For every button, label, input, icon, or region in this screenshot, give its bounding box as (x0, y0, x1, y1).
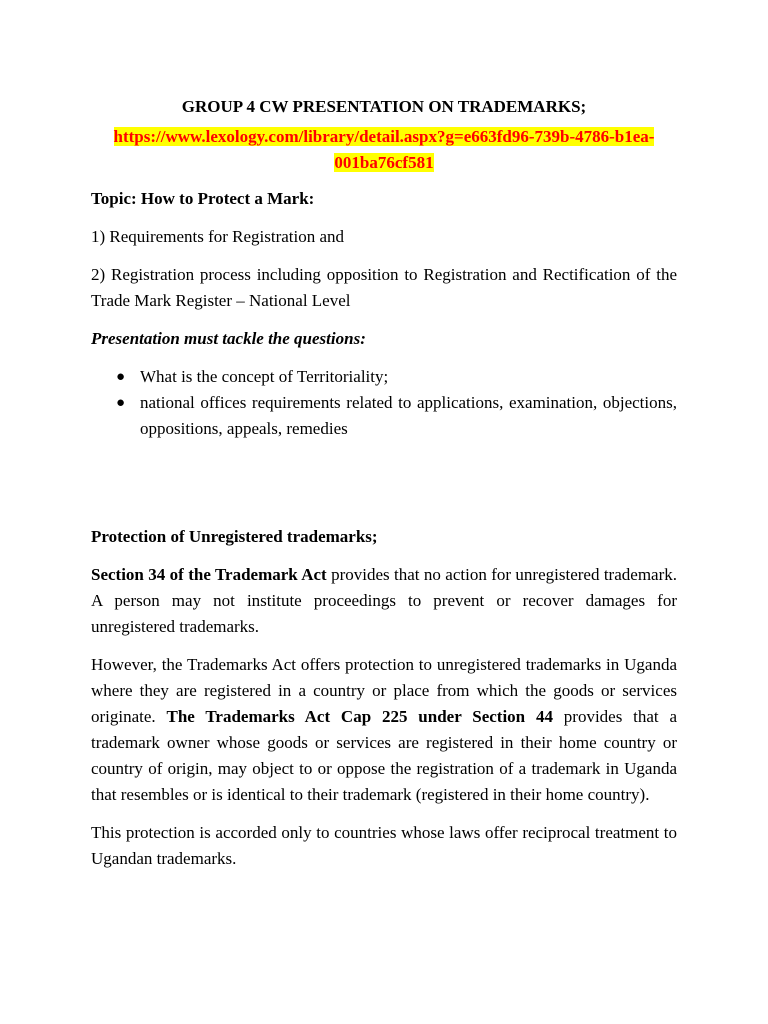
bullet-icon: ● (116, 369, 126, 385)
paragraph-section-34 (91, 562, 677, 640)
list-item-text: national offices requirements related to applications, examination, objections, oppositions, appeals, remedies (140, 393, 677, 438)
list-item (91, 364, 677, 390)
questions-heading: Presentation must tackle the questions: (91, 329, 366, 348)
blank-space (91, 454, 677, 524)
paragraph-bold-text: Section 34 of the Trademark Act (91, 565, 327, 584)
paragraph-text: provides that a trademark owner whose goods or services are registered in their home country or country of origin, may object to or oppose the registration of a trademark in Uganda that resembles or is identical to their trademark (registered in their home country). (91, 707, 678, 804)
topic-heading: Topic: How to Protect a Mark: (91, 189, 315, 208)
document-page (91, 94, 677, 884)
requirement-item-1: 1) Requirements for Registration and (91, 227, 345, 246)
requirement-item-2: 2) Registration process including opposition to Registration and Rectification of the Trade Mark Register – National Level (91, 265, 677, 310)
paragraph-text: provides that no action for unregistered trademark. A person may not institute proceedings to prevent or recover damages for unregistered trademarks. (91, 565, 677, 636)
document-title: GROUP 4 CW PRESENTATION ON TRADEMARKS; (181, 97, 587, 116)
reference-link-line (91, 124, 677, 176)
paragraph-bold-text: The Trademarks Act Cap 225 under Section 44 (166, 707, 553, 726)
list-item-text: What is the concept of Territoriality; (140, 367, 389, 386)
list-item (91, 390, 677, 442)
questions-list (91, 364, 677, 442)
bullet-icon: ● (116, 395, 126, 411)
paragraph-reciprocal: This protection is accorded only to countries whose laws offer reciprocal treatment to Ugandan trademarks. (91, 823, 677, 868)
section-heading: Protection of Unregistered trademarks; (91, 527, 378, 546)
paragraph-text: However, the Trademarks Act offers protection to unregistered trademarks in Uganda where they are registered in a country or place from which the goods or services originate. (91, 655, 677, 726)
reference-link[interactable]: https://www.lexology.com/library/detail.aspx?g=e663fd96-739b-4786-b1ea-001ba76cf581 (113, 127, 655, 172)
paragraph-protection (91, 652, 677, 808)
